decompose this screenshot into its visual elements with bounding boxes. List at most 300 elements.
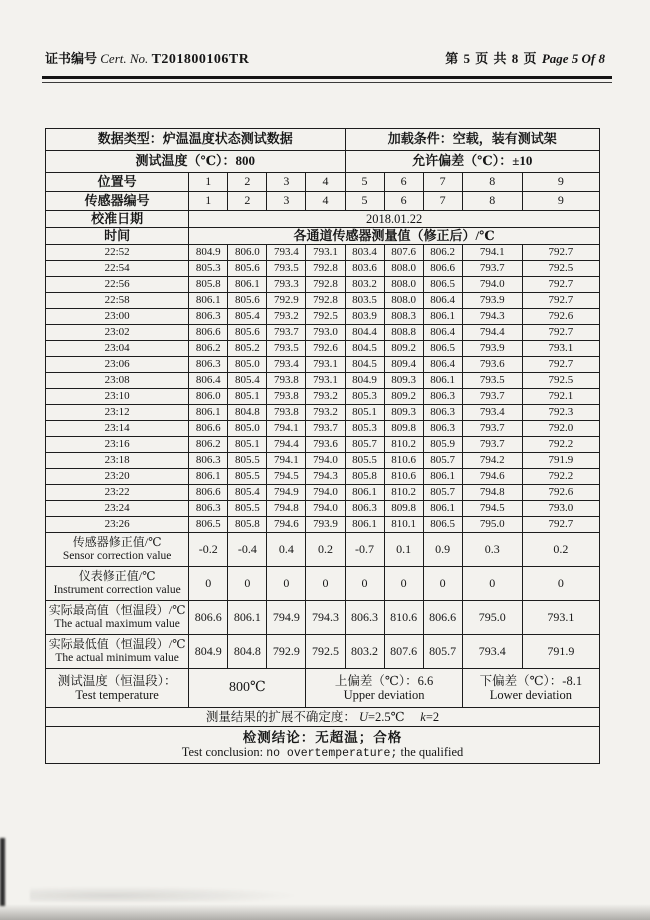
scan-bottom-shadow bbox=[0, 904, 650, 920]
test-temp-cell: 测试温度（℃）：800 bbox=[46, 151, 346, 173]
reading-value: 794.3 bbox=[462, 309, 522, 325]
scan-edge-artifact bbox=[0, 838, 5, 906]
reading-value: 792.2 bbox=[522, 469, 599, 485]
reading-value: 804.4 bbox=[345, 325, 384, 341]
reading-value: 794.0 bbox=[462, 277, 522, 293]
reading-value: 792.8 bbox=[306, 277, 345, 293]
reading-value: 793.8 bbox=[267, 405, 306, 421]
value-cell: 6 bbox=[384, 192, 423, 211]
value-cell: 795.0 bbox=[462, 601, 522, 635]
reading-value: 793.0 bbox=[522, 501, 599, 517]
reading-value: 806.1 bbox=[189, 469, 228, 485]
reading-value: 807.6 bbox=[384, 245, 423, 261]
value-cell: 794.3 bbox=[306, 601, 345, 635]
page-number-cn: 第 5 页 共 8 页 bbox=[445, 51, 538, 66]
actual-max-label bbox=[46, 601, 189, 635]
value-cell: 0.2 bbox=[306, 533, 345, 567]
uncertainty-prefix: 测量结果的扩展不确定度： bbox=[205, 709, 356, 724]
reading-value: 805.4 bbox=[228, 309, 267, 325]
actual-max-label-en: The actual maximum value bbox=[54, 617, 180, 630]
summary-label bbox=[46, 669, 189, 708]
reading-row bbox=[46, 325, 600, 341]
load-condition-cell: 加载条件：空载，装有测试架 bbox=[345, 129, 600, 151]
reading-value: 792.0 bbox=[522, 421, 599, 437]
reading-value: 806.6 bbox=[189, 421, 228, 437]
reading-value: 794.2 bbox=[462, 453, 522, 469]
cert-number bbox=[45, 48, 249, 68]
reading-time: 22:52 bbox=[46, 245, 189, 261]
header-rule bbox=[42, 76, 612, 83]
reading-value: 792.6 bbox=[522, 309, 599, 325]
instrument-correction-label bbox=[46, 567, 189, 601]
reading-time: 23:12 bbox=[46, 405, 189, 421]
page-header bbox=[45, 48, 605, 68]
reading-value: 792.5 bbox=[306, 309, 345, 325]
reading-time: 23:16 bbox=[46, 437, 189, 453]
conclusion-en-suffix: the qualified bbox=[397, 745, 464, 760]
reading-value: 792.7 bbox=[522, 357, 599, 373]
sensor-number-row bbox=[46, 192, 600, 211]
reading-row bbox=[46, 405, 600, 421]
reading-time: 23:04 bbox=[46, 341, 189, 357]
reading-value: 808.0 bbox=[384, 277, 423, 293]
upper-deviation-en: Upper deviation bbox=[343, 688, 425, 702]
data-type-cell: 数据类型：炉温温度状态测试数据 bbox=[46, 129, 346, 151]
reading-value: 804.9 bbox=[345, 373, 384, 389]
value-cell: 9 bbox=[522, 173, 599, 192]
value-cell: 8 bbox=[462, 173, 522, 192]
uncertainty-k-value: =2 bbox=[425, 709, 440, 724]
reading-time: 23:02 bbox=[46, 325, 189, 341]
reading-value: 805.3 bbox=[345, 421, 384, 437]
reading-value: 810.2 bbox=[384, 485, 423, 501]
actual-min-label-en: The actual minimum value bbox=[55, 651, 179, 664]
reading-value: 793.9 bbox=[462, 341, 522, 357]
value-cell: 0 bbox=[462, 567, 522, 601]
cert-label-cn: 证书编号 bbox=[45, 51, 98, 66]
reading-value: 806.1 bbox=[189, 293, 228, 309]
lower-deviation-cn: 下偏差（℃）：-8.1 bbox=[479, 673, 583, 688]
reading-value: 793.2 bbox=[306, 405, 345, 421]
reading-value: 806.2 bbox=[189, 437, 228, 453]
value-cell: 806.1 bbox=[228, 601, 267, 635]
reading-value: 805.0 bbox=[228, 421, 267, 437]
sensor-correction-label-en: Sensor correction value bbox=[62, 549, 172, 562]
upper-deviation-cell bbox=[306, 669, 462, 708]
actual-min-label-cn: 实际最低值（恒温段）/℃ bbox=[48, 636, 186, 651]
reading-value: 794.1 bbox=[267, 453, 306, 469]
reading-value: 806.1 bbox=[423, 469, 462, 485]
value-cell: 1 bbox=[189, 173, 228, 192]
conclusion-row bbox=[46, 727, 600, 764]
reading-value: 808.0 bbox=[384, 261, 423, 277]
value-cell: 804.9 bbox=[189, 635, 228, 669]
reading-value: 792.8 bbox=[306, 261, 345, 277]
reading-value: 794.5 bbox=[462, 501, 522, 517]
reading-value: 805.0 bbox=[228, 357, 267, 373]
value-cell: 794.9 bbox=[267, 601, 306, 635]
value-cell: 0 bbox=[345, 567, 384, 601]
reading-value: 806.4 bbox=[189, 373, 228, 389]
value-cell: 5 bbox=[345, 173, 384, 192]
reading-value: 805.1 bbox=[345, 405, 384, 421]
value-cell: 807.6 bbox=[384, 635, 423, 669]
reading-time: 23:10 bbox=[46, 389, 189, 405]
reading-value: 793.1 bbox=[306, 357, 345, 373]
reading-value: 793.1 bbox=[306, 373, 345, 389]
value-cell: 3 bbox=[267, 173, 306, 192]
test-data-table bbox=[45, 128, 600, 764]
reading-value: 809.3 bbox=[384, 373, 423, 389]
reading-value: 794.6 bbox=[267, 517, 306, 533]
reading-value: 792.3 bbox=[522, 405, 599, 421]
value-cell: 4 bbox=[306, 173, 345, 192]
reading-value: 793.1 bbox=[522, 341, 599, 357]
uncertainty-u-symbol: U bbox=[358, 709, 368, 724]
reading-value: 792.8 bbox=[306, 293, 345, 309]
reading-value: 793.7 bbox=[462, 437, 522, 453]
reading-value: 792.7 bbox=[522, 325, 599, 341]
data-type-row bbox=[46, 129, 600, 151]
reading-value: 793.9 bbox=[462, 293, 522, 309]
reading-value: 794.0 bbox=[306, 485, 345, 501]
reading-time: 23:20 bbox=[46, 469, 189, 485]
lower-deviation-en: Lower deviation bbox=[489, 688, 572, 702]
reading-value: 808.8 bbox=[384, 325, 423, 341]
reading-row bbox=[46, 293, 600, 309]
value-cell: 806.6 bbox=[423, 601, 462, 635]
reading-value: 810.2 bbox=[384, 437, 423, 453]
reading-row bbox=[46, 277, 600, 293]
value-cell: 2 bbox=[228, 192, 267, 211]
value-cell: 0.1 bbox=[384, 533, 423, 567]
channel-values-header: 各通道传感器测量值（修正后）/℃ bbox=[189, 228, 600, 245]
reading-value: 793.4 bbox=[462, 405, 522, 421]
reading-value: 792.7 bbox=[522, 277, 599, 293]
reading-row bbox=[46, 373, 600, 389]
reading-value: 805.9 bbox=[423, 437, 462, 453]
reading-value: 792.9 bbox=[267, 293, 306, 309]
reading-value: 806.3 bbox=[189, 357, 228, 373]
reading-value: 805.7 bbox=[423, 485, 462, 501]
value-cell: 803.2 bbox=[345, 635, 384, 669]
value-cell: 5 bbox=[345, 192, 384, 211]
instrument-correction-label-en: Instrument correction value bbox=[53, 583, 181, 596]
test-temp-row bbox=[46, 151, 600, 173]
reading-value: 794.0 bbox=[306, 453, 345, 469]
reading-value: 806.5 bbox=[189, 517, 228, 533]
reading-value: 795.0 bbox=[462, 517, 522, 533]
reading-value: 794.5 bbox=[267, 469, 306, 485]
value-cell: 0.4 bbox=[267, 533, 306, 567]
reading-value: 805.6 bbox=[228, 261, 267, 277]
reading-value: 792.1 bbox=[522, 389, 599, 405]
reading-value: 803.2 bbox=[345, 277, 384, 293]
reading-value: 805.8 bbox=[189, 277, 228, 293]
reading-time: 23:08 bbox=[46, 373, 189, 389]
conclusion-en bbox=[46, 745, 599, 760]
lower-deviation-cell bbox=[462, 669, 599, 708]
reading-value: 793.7 bbox=[462, 261, 522, 277]
reading-value: 806.3 bbox=[423, 389, 462, 405]
reading-row bbox=[46, 517, 600, 533]
reading-value: 803.9 bbox=[345, 309, 384, 325]
reading-value: 809.8 bbox=[384, 421, 423, 437]
uncertainty-u-value: =2.5℃ bbox=[368, 709, 405, 724]
sensor-correction-row bbox=[46, 533, 600, 567]
reading-time: 23:24 bbox=[46, 501, 189, 517]
reading-value: 794.8 bbox=[462, 485, 522, 501]
sensor-number-label: 传感器编号 bbox=[46, 192, 189, 211]
reading-value: 806.2 bbox=[423, 245, 462, 261]
conclusion-en-mono: no overtemperature; bbox=[266, 747, 398, 761]
reading-value: 792.6 bbox=[306, 341, 345, 357]
reading-time: 23:06 bbox=[46, 357, 189, 373]
reading-value: 803.5 bbox=[345, 293, 384, 309]
reading-value: 793.5 bbox=[267, 261, 306, 277]
allowed-deviation-cell: 允许偏差（℃）：±10 bbox=[345, 151, 600, 173]
reading-time: 23:00 bbox=[46, 309, 189, 325]
reading-value: 805.5 bbox=[345, 453, 384, 469]
reading-value: 806.3 bbox=[189, 309, 228, 325]
reading-row bbox=[46, 309, 600, 325]
reading-time: 22:54 bbox=[46, 261, 189, 277]
reading-value: 793.9 bbox=[306, 517, 345, 533]
value-cell: 0 bbox=[267, 567, 306, 601]
value-cell: 810.6 bbox=[384, 601, 423, 635]
instrument-correction-row bbox=[46, 567, 600, 601]
reading-value: 793.3 bbox=[267, 277, 306, 293]
page-number-en: Page 5 Of 8 bbox=[541, 51, 605, 66]
value-cell: 9 bbox=[522, 192, 599, 211]
instrument-correction-label-cn: 仪表修正值/℃ bbox=[78, 568, 156, 583]
reading-value: 806.1 bbox=[189, 405, 228, 421]
reading-value: 805.8 bbox=[228, 517, 267, 533]
reading-value: 793.8 bbox=[267, 373, 306, 389]
summary-label-cn: 测试温度（恒温段）： bbox=[57, 673, 177, 688]
reading-value: 805.3 bbox=[345, 389, 384, 405]
reading-time: 23:14 bbox=[46, 421, 189, 437]
reading-value: 806.1 bbox=[423, 501, 462, 517]
reading-value: 804.5 bbox=[345, 341, 384, 357]
reading-value: 806.0 bbox=[189, 389, 228, 405]
upper-deviation-cn: 上偏差（℃）：6.6 bbox=[334, 673, 434, 688]
reading-value: 806.4 bbox=[423, 357, 462, 373]
time-header-row bbox=[46, 228, 600, 245]
reading-row bbox=[46, 501, 600, 517]
reading-value: 805.5 bbox=[228, 469, 267, 485]
reading-value: 806.1 bbox=[423, 309, 462, 325]
reading-value: 805.1 bbox=[228, 437, 267, 453]
actual-min-label bbox=[46, 635, 189, 669]
actual-max-label-cn: 实际最高值（恒温段）/℃ bbox=[48, 602, 186, 617]
reading-value: 805.1 bbox=[228, 389, 267, 405]
value-cell: 8 bbox=[462, 192, 522, 211]
reading-row bbox=[46, 485, 600, 501]
position-label: 位置号 bbox=[46, 173, 189, 192]
value-cell: 804.8 bbox=[228, 635, 267, 669]
reading-value: 803.4 bbox=[345, 245, 384, 261]
summary-temp-value: 800℃ bbox=[189, 669, 306, 708]
cert-label-en: Cert. No. bbox=[100, 51, 149, 66]
reading-row bbox=[46, 261, 600, 277]
reading-value: 808.3 bbox=[384, 309, 423, 325]
reading-value: 805.7 bbox=[423, 453, 462, 469]
value-cell: -0.4 bbox=[228, 533, 267, 567]
reading-value: 805.5 bbox=[228, 453, 267, 469]
value-cell: 0 bbox=[423, 567, 462, 601]
reading-value: 805.6 bbox=[228, 293, 267, 309]
reading-value: 808.0 bbox=[384, 293, 423, 309]
reading-value: 806.3 bbox=[189, 453, 228, 469]
reading-value: 806.5 bbox=[423, 277, 462, 293]
value-cell: 6 bbox=[384, 173, 423, 192]
reading-time: 22:58 bbox=[46, 293, 189, 309]
sensor-correction-label-cn: 传感器修正值/℃ bbox=[72, 534, 162, 549]
reading-value: 792.2 bbox=[522, 437, 599, 453]
value-cell: 793.4 bbox=[462, 635, 522, 669]
reading-row bbox=[46, 453, 600, 469]
reading-value: 794.1 bbox=[267, 421, 306, 437]
reading-value: 793.2 bbox=[267, 309, 306, 325]
reading-value: 806.1 bbox=[345, 485, 384, 501]
value-cell: 806.3 bbox=[345, 601, 384, 635]
reading-value: 794.6 bbox=[462, 469, 522, 485]
reading-value: 806.6 bbox=[189, 325, 228, 341]
reading-row bbox=[46, 421, 600, 437]
page-number bbox=[445, 48, 605, 67]
reading-value: 809.3 bbox=[384, 405, 423, 421]
conclusion-cell bbox=[46, 727, 600, 764]
uncertainty-row bbox=[46, 708, 600, 727]
value-cell: 805.7 bbox=[423, 635, 462, 669]
reading-value: 794.4 bbox=[267, 437, 306, 453]
reading-value: 794.3 bbox=[306, 469, 345, 485]
reading-value: 792.7 bbox=[522, 517, 599, 533]
reading-value: 793.8 bbox=[267, 389, 306, 405]
value-cell: 2 bbox=[228, 173, 267, 192]
reading-value: 793.4 bbox=[267, 357, 306, 373]
value-cell: 806.6 bbox=[189, 601, 228, 635]
reading-value: 804.5 bbox=[345, 357, 384, 373]
value-cell: 793.1 bbox=[522, 601, 599, 635]
value-cell: 3 bbox=[267, 192, 306, 211]
reading-value: 806.1 bbox=[423, 373, 462, 389]
cert-number-value: T201800106TR bbox=[151, 52, 250, 67]
reading-value: 804.9 bbox=[189, 245, 228, 261]
value-cell: 0 bbox=[384, 567, 423, 601]
reading-value: 806.5 bbox=[423, 341, 462, 357]
value-cell: 0 bbox=[306, 567, 345, 601]
reading-row bbox=[46, 245, 600, 261]
value-cell: 7 bbox=[423, 192, 462, 211]
reading-row bbox=[46, 389, 600, 405]
reading-value: 806.1 bbox=[228, 277, 267, 293]
reading-value: 792.7 bbox=[522, 245, 599, 261]
reading-time: 23:18 bbox=[46, 453, 189, 469]
value-cell: 1 bbox=[189, 192, 228, 211]
conclusion-cn: 检测结论：无超温；合格 bbox=[242, 729, 403, 745]
reading-row bbox=[46, 437, 600, 453]
reading-value: 806.6 bbox=[189, 485, 228, 501]
value-cell: -0.7 bbox=[345, 533, 384, 567]
calibration-date-row bbox=[46, 211, 600, 228]
value-cell: -0.2 bbox=[189, 533, 228, 567]
reading-value: 806.3 bbox=[345, 501, 384, 517]
reading-value: 809.8 bbox=[384, 501, 423, 517]
reading-value: 792.6 bbox=[522, 485, 599, 501]
reading-row bbox=[46, 469, 600, 485]
reading-value: 794.0 bbox=[306, 501, 345, 517]
sensor-correction-label bbox=[46, 533, 189, 567]
reading-value: 806.0 bbox=[228, 245, 267, 261]
reading-time: 23:22 bbox=[46, 485, 189, 501]
position-row bbox=[46, 173, 600, 192]
reading-time: 22:56 bbox=[46, 277, 189, 293]
actual-min-row bbox=[46, 635, 600, 669]
actual-max-row bbox=[46, 601, 600, 635]
value-cell: 0 bbox=[522, 567, 599, 601]
reading-value: 793.4 bbox=[267, 245, 306, 261]
reading-time: 23:26 bbox=[46, 517, 189, 533]
reading-value: 793.0 bbox=[306, 325, 345, 341]
reading-value: 793.6 bbox=[306, 437, 345, 453]
uncertainty-k-symbol: k bbox=[420, 709, 426, 724]
reading-value: 805.7 bbox=[345, 437, 384, 453]
reading-value: 794.8 bbox=[267, 501, 306, 517]
reading-value: 793.7 bbox=[267, 325, 306, 341]
summary-label-en: Test temperature bbox=[75, 688, 159, 702]
reading-value: 806.1 bbox=[345, 517, 384, 533]
reading-value: 793.7 bbox=[462, 421, 522, 437]
reading-value: 805.6 bbox=[228, 325, 267, 341]
reading-value: 809.4 bbox=[384, 357, 423, 373]
reading-value: 793.2 bbox=[306, 389, 345, 405]
reading-value: 806.3 bbox=[423, 405, 462, 421]
reading-value: 806.3 bbox=[423, 421, 462, 437]
reading-row bbox=[46, 357, 600, 373]
reading-value: 794.1 bbox=[462, 245, 522, 261]
reading-value: 805.3 bbox=[189, 261, 228, 277]
summary-row bbox=[46, 669, 600, 708]
reading-row bbox=[46, 341, 600, 357]
reading-value: 805.4 bbox=[228, 373, 267, 389]
reading-value: 805.8 bbox=[345, 469, 384, 485]
reading-value: 793.5 bbox=[462, 373, 522, 389]
reading-value: 806.3 bbox=[189, 501, 228, 517]
reading-value: 793.5 bbox=[267, 341, 306, 357]
reading-value: 793.1 bbox=[306, 245, 345, 261]
reading-value: 806.5 bbox=[423, 517, 462, 533]
reading-value: 806.2 bbox=[189, 341, 228, 357]
value-cell: 791.9 bbox=[522, 635, 599, 669]
reading-value: 794.4 bbox=[462, 325, 522, 341]
time-header-label: 时间 bbox=[46, 228, 189, 245]
readings-body bbox=[46, 245, 600, 533]
reading-value: 803.6 bbox=[345, 261, 384, 277]
reading-value: 804.8 bbox=[228, 405, 267, 421]
calibration-date-label: 校准日期 bbox=[46, 211, 189, 228]
value-cell: 792.9 bbox=[267, 635, 306, 669]
reading-value: 794.9 bbox=[267, 485, 306, 501]
calibration-date-value: 2018.01.22 bbox=[189, 211, 600, 228]
reading-value: 792.5 bbox=[522, 373, 599, 389]
reading-value: 791.9 bbox=[522, 453, 599, 469]
value-cell: 4 bbox=[306, 192, 345, 211]
reading-value: 809.2 bbox=[384, 341, 423, 357]
reading-value: 806.4 bbox=[423, 325, 462, 341]
reading-value: 810.6 bbox=[384, 469, 423, 485]
